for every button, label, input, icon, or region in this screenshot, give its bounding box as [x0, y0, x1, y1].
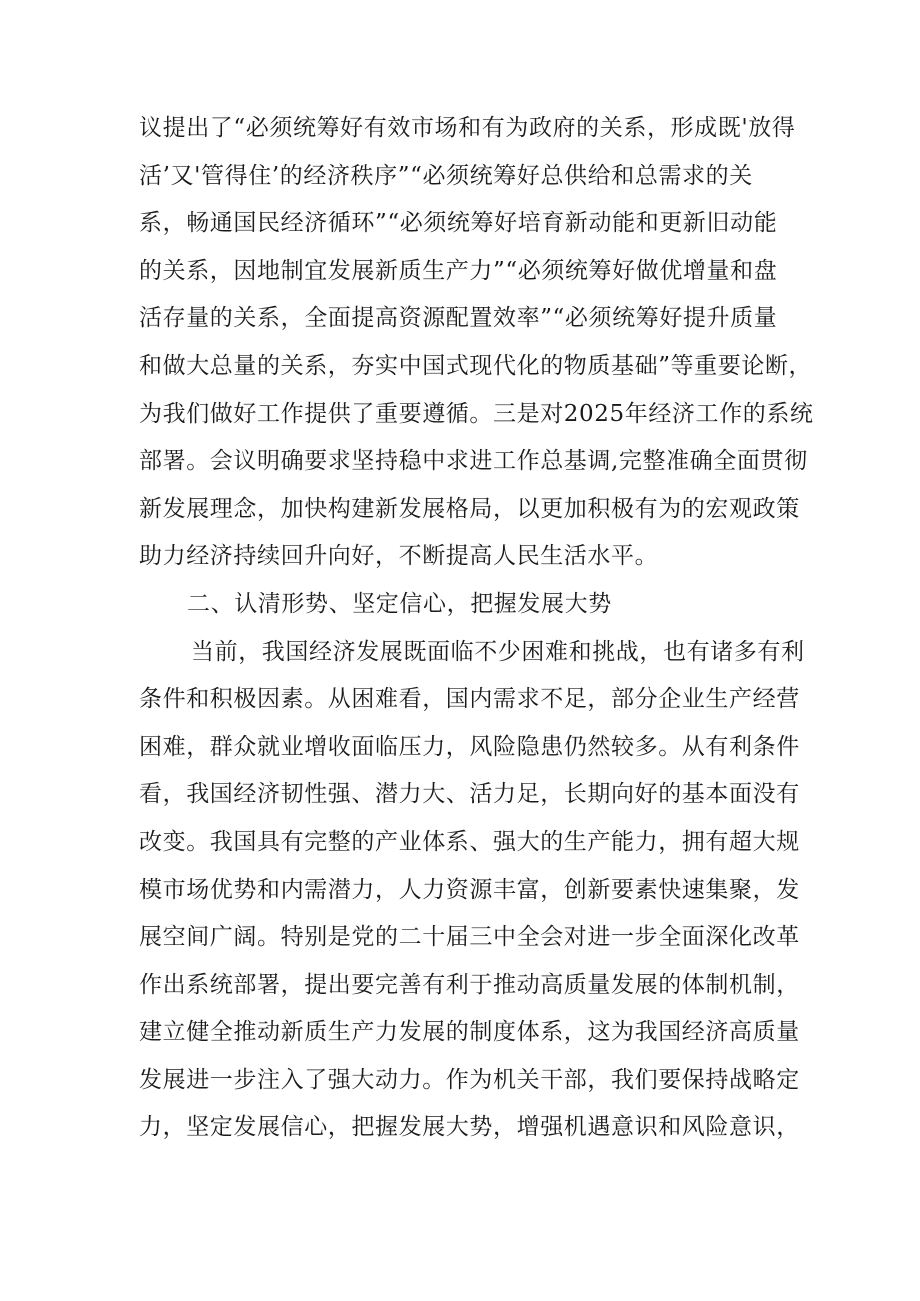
text-line: 作出系统部署，提出要完善有利于推动高质量发展的体制机制， [139, 971, 800, 998]
text-line: 活存量的关系，全面提高资源配置效率”“必须统筹好提升质量 [139, 305, 778, 332]
text-line: 力，坚定发展信心，把握发展大势，增强机遇意识和风险意识， [139, 1114, 800, 1141]
text-line: 看，我国经济韧性强、潜力大、活力足，长期向好的基本面没有 [139, 781, 800, 808]
text-line: 助力经济持续回升向好，不断提高人民生活水平。 [139, 543, 659, 570]
text-line: 模市场优势和内需潜力，人力资源丰富，创新要素快速集聚，发 [139, 876, 800, 903]
text-line: 的关系，因地制宜发展新质生产力”“必须统筹好做优增量和盘 [139, 257, 778, 284]
text-line: 为我们做好工作提供了重要遵循。三是对2025年经济工作的系统 [139, 400, 814, 427]
text-line: 发展进一步注入了强大动力。作为机关干部，我们要保持战略定 [139, 1066, 800, 1093]
text-line: 部署。会议明确要求坚持稳中求进工作总基调,完整准确全面贯彻 [139, 448, 808, 475]
section-heading: 二、认清形势、坚定信心，把握发展大势 [187, 590, 612, 617]
text-line: 改变。我国具有完整的产业体系、强大的生产能力，拥有超大规 [139, 828, 800, 855]
text-line: 和做大总量的关系，夯实中国式现代化的物质基础”等重要论断， [139, 352, 813, 379]
text-line: 困难，群众就业增收面临压力，风险隐患仍然较多。从有利条件 [139, 733, 800, 760]
text-line: 议提出了“必须统筹好有效市场和有为政府的关系，形成既'放得 [139, 115, 796, 141]
text-line: 建立健全推动新质生产力发展的制度体系，这为我国经济高质量 [139, 1019, 800, 1046]
text-line: 条件和积极因素。从困难看，国内需求不足，部分企业生产经营 [139, 686, 800, 713]
text-line: 系，畅通国民经济循环”“必须统筹好培育新动能和更新旧动能 [139, 210, 778, 237]
body-text [139, 105, 814, 1152]
text-line: 新发展理念，加快构建新发展格局，以更加积极有为的宏观政策 [139, 495, 800, 522]
text-line: 展空间广阔。特别是党的二十届三中全会对进一步全面深化改革 [139, 924, 800, 951]
text-line: 当前，我国经济发展既面临不少困难和挑战，也有诸多有利 [191, 638, 805, 665]
text-line: 活’又'管得住’的经济秩序”“必须统筹好总供给和总需求的关 [139, 162, 753, 189]
